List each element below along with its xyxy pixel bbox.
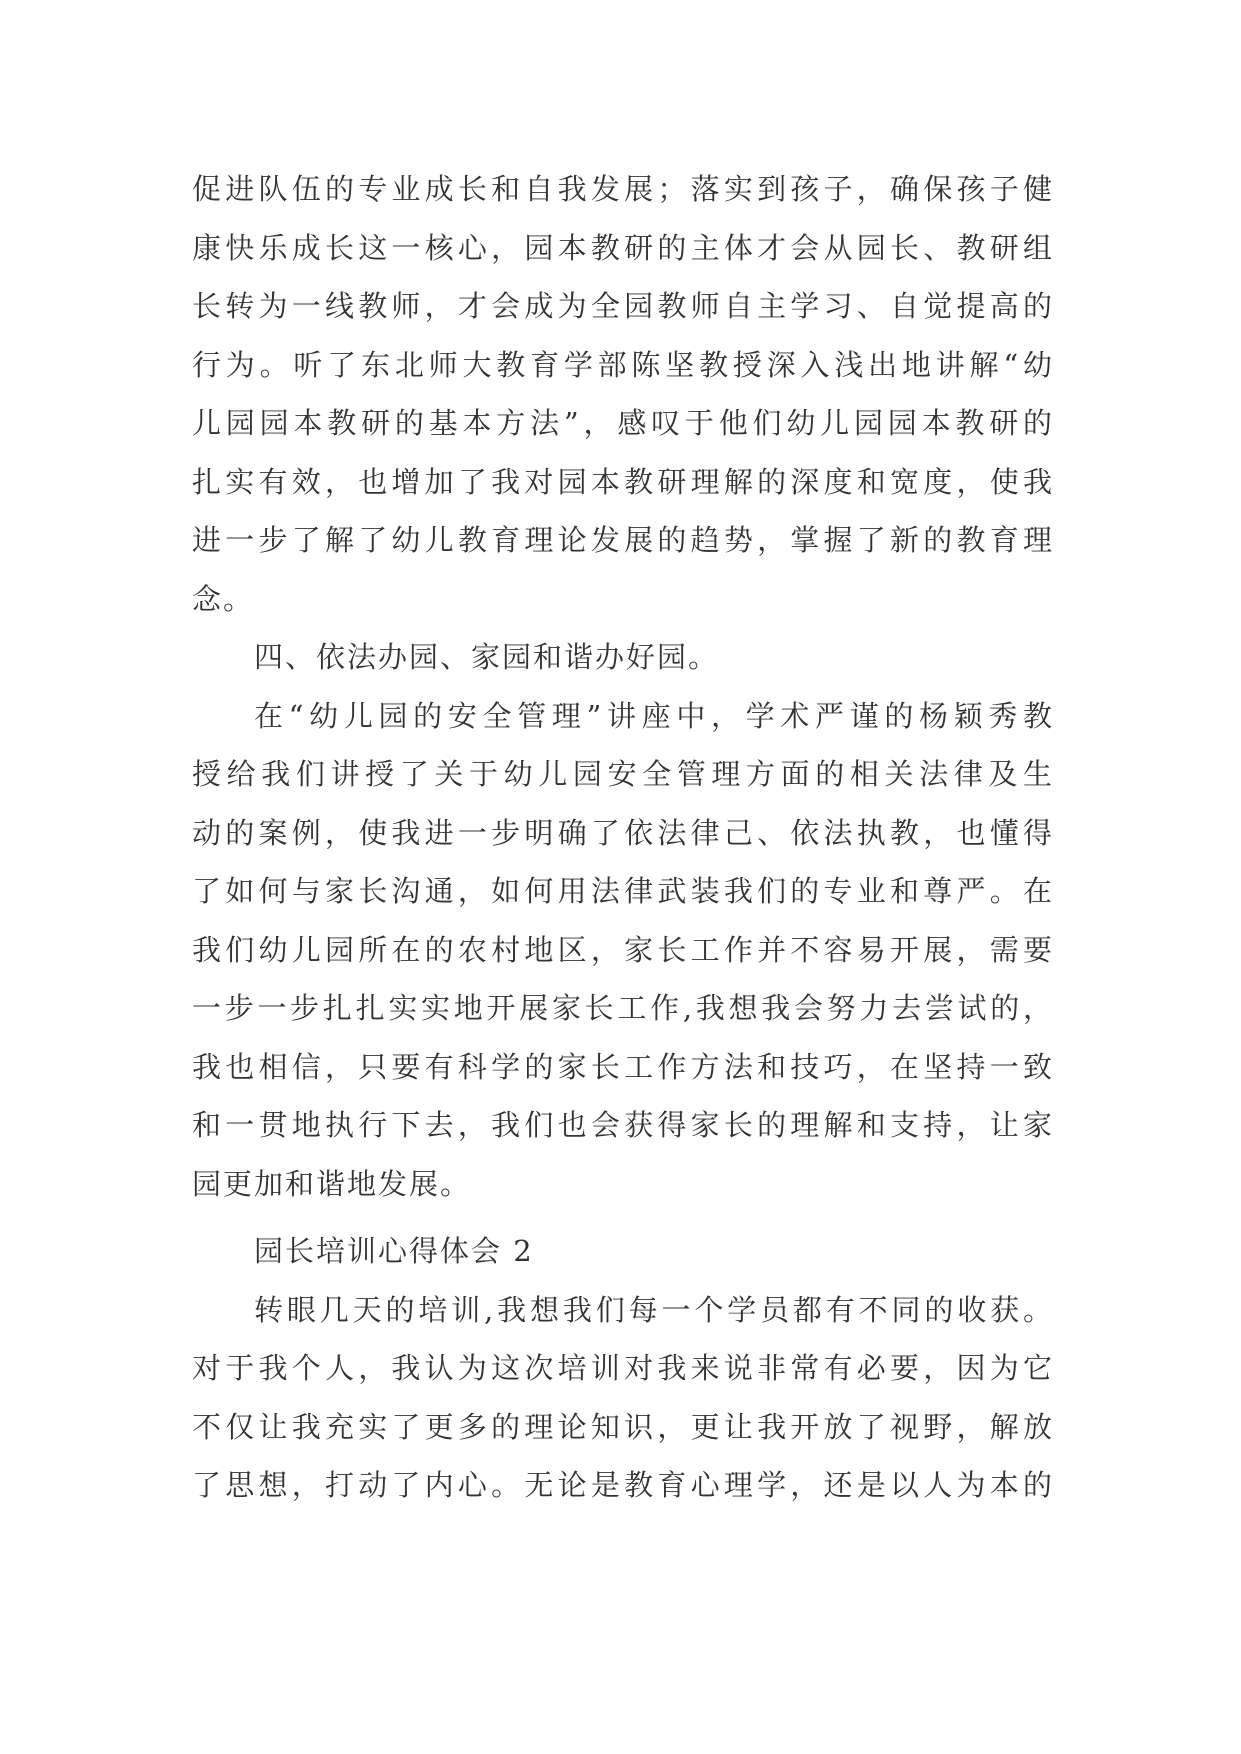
- text-line: 了如何与家长沟通，如何用法律武装我们的专业和尊严。在: [192, 874, 1054, 908]
- text-line: 在“幼儿园的安全管理”讲座中，学术严谨的杨颖秀教: [254, 698, 1054, 733]
- text-line: 园更加和谐地发展。: [192, 1166, 472, 1201]
- text-line: 一步一步扎扎实实地开展家长工作,我想我会努力去尝试的，: [192, 991, 1054, 1025]
- text-line: 对于我个人，我认为这次培训对我来说非常有必要，因为它: [192, 1351, 1054, 1385]
- text-line: 促进队伍的专业成长和自我发展；落实到孩子，确保孩子健: [192, 172, 1054, 206]
- paragraph-continuation: [192, 160, 1054, 628]
- text-line: 我也相信，只要有科学的家长工作方法和技巧，在坚持一致: [192, 1049, 1054, 1084]
- text-line: 不仅让我充实了更多的理论知识，更让我开放了视野，解放: [192, 1409, 1054, 1444]
- text-line: 四、依法办园、家园和谐办好园。: [254, 640, 720, 674]
- text-line: 行为。听了东北师大教育学部陈坚教授深入浅出地讲解“幼: [192, 347, 1054, 382]
- text-line: 康快乐成长这一核心，园本教研的主体才会从园长、教研组: [192, 230, 1054, 265]
- text-line: 和一贯地执行下去，我们也会获得家长的理解和支持，让家: [192, 1108, 1054, 1142]
- paragraph-section-four-heading: [192, 628, 1054, 687]
- text-line: 扎实有效，也增加了我对园本教研理解的深度和宽度，使我: [192, 464, 1054, 499]
- body-text-lower: [192, 1222, 1054, 1515]
- text-line: 了思想，打动了内心。无论是教育心理学，还是以人为本的: [192, 1468, 1054, 1502]
- section-title: [192, 1222, 1054, 1281]
- section-title-text: 园长培训心得体会 2: [254, 1234, 534, 1268]
- text-line: 长转为一线教师，才会成为全园教师自主学习、自觉提高的: [192, 289, 1054, 323]
- text-line: 转眼几天的培训,我想我们每一个学员都有不同的收获。: [254, 1292, 1054, 1327]
- body-text-upper: [192, 160, 1054, 1213]
- text-line: 儿园园本教研的基本方法”，感叹于他们幼儿园园本教研的: [192, 406, 1054, 440]
- text-line: 我们幼儿园所在的农村地区，家长工作并不容易开展，需要: [192, 932, 1054, 967]
- text-line: 进一步了解了幼儿教育理论发展的趋势，掌握了新的教育理: [192, 523, 1054, 557]
- paragraph-safety-management: [192, 687, 1054, 1214]
- text-line: 动的案例，使我进一步明确了依法律己、依法执教，也懂得: [192, 815, 1054, 850]
- text-line: 念。: [192, 581, 255, 616]
- text-line: 授给我们讲授了关于幼儿园安全管理方面的相关法律及生: [192, 757, 1054, 791]
- paragraph-training-reflection: [192, 1281, 1054, 1515]
